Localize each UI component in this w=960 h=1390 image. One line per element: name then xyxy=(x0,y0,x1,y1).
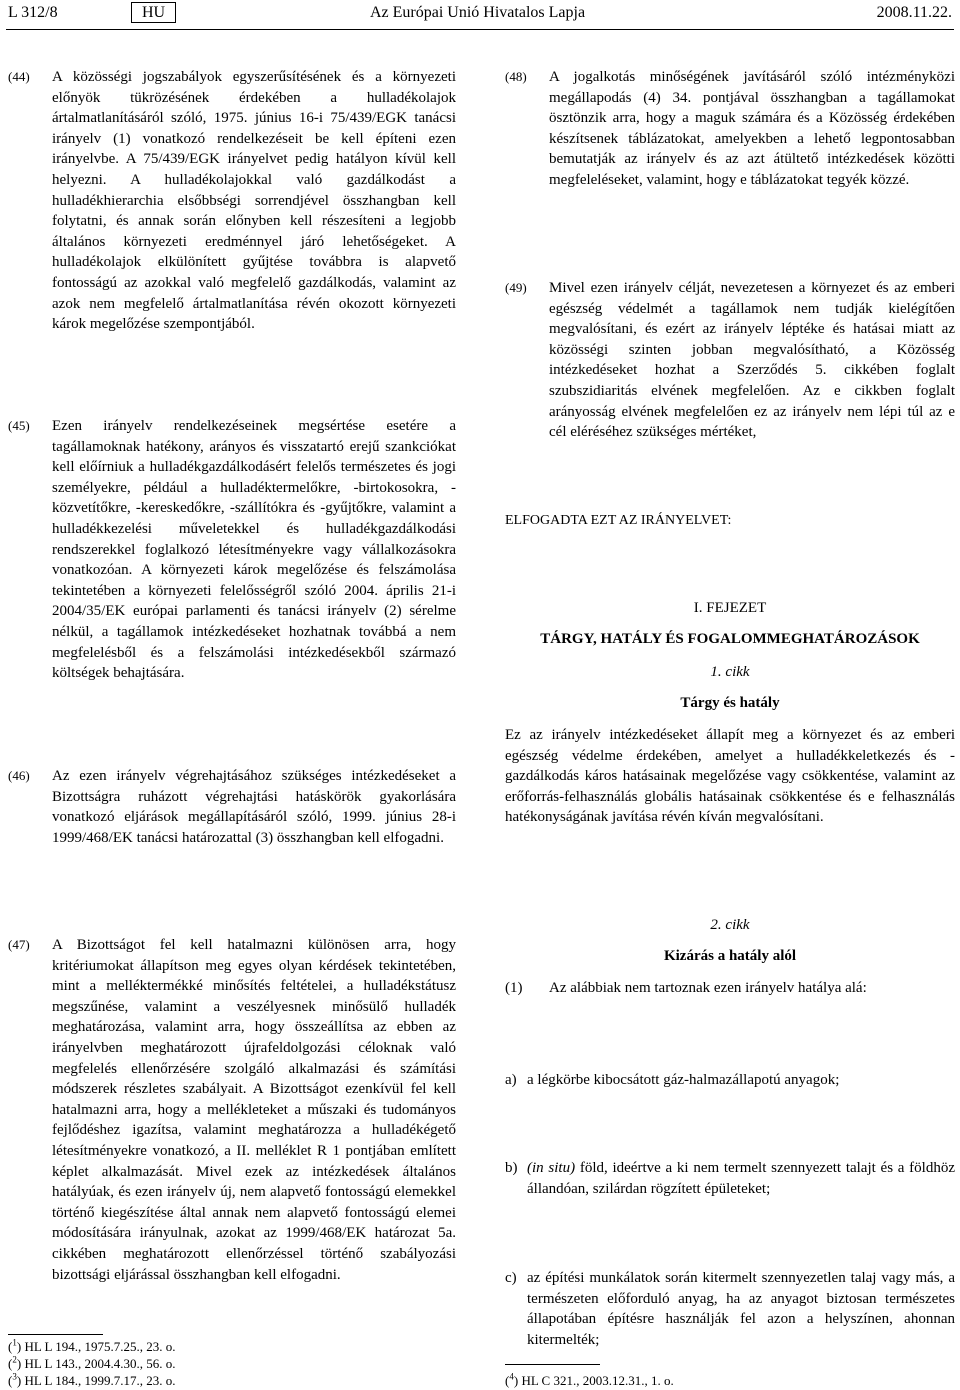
article-1-title: Tárgy és hatály xyxy=(680,695,780,711)
recital-47 xyxy=(8,935,456,1285)
recital-45 xyxy=(8,416,456,684)
journal-title: Az Európai Unió Hivatalos Lapja xyxy=(370,4,586,21)
item-text: a légkörbe kibocsátott gáz-halmazállapotú anyagok; xyxy=(527,1072,840,1088)
recital-number: (47) xyxy=(8,937,30,952)
recital-49 xyxy=(505,278,955,443)
adoption-formula: ELFOGADTA EZT AZ IRÁNYELVET: xyxy=(505,513,732,528)
language-badge: HU xyxy=(131,2,176,23)
article-2-item-c xyxy=(505,1268,955,1350)
page-header xyxy=(8,3,952,25)
page-reference: L 312/8 xyxy=(8,4,58,21)
recital-number: (48) xyxy=(505,69,527,84)
article-2-paragraph-1 xyxy=(505,978,955,999)
recital-44 xyxy=(8,67,456,335)
article-2-item-b xyxy=(505,1158,955,1199)
footnote-2: ($^2$) HL L 143., 2004.4.30., 56. o. xyxy=(8,1354,176,1371)
footnote-4: ($^4$) HL C 321., 2003.12.31., 1. o. xyxy=(505,1371,674,1388)
recital-46 xyxy=(8,766,456,848)
recital-text: A jogalkotás minőségének javításáról szóló intézményközi megállapodás (4) 34. pontjával összhangban a tagállamokat ösztönzik arra, hogy a maguk számára és a Közösség érdekében készítsenek táblázatokat, amelyekben a lehető legpontosabban bemutatják az irányelv és az azt átültető intézkedések közötti megfeleléseket, valamint, hogy e táblázatokat tegyék közzé. xyxy=(549,69,955,188)
item-text: az építési munkálatok során kitermelt szennyezetlen talaj vagy más, a természeten előforduló anyag, ha az anyagot biztosan természetes állapotában építésre használják fel azon a helyszínen, ahonnan kitermelték; xyxy=(527,1270,955,1348)
recital-text: Mivel ezen irányelv célját, nevezetesen a környezet és az emberi egészség védelmét a tagállamok nem tudják kielégítően megvalósítani, és ezért az irányelv léptéke és hatásai miatt az közösségi szinten jobban megvalósítható, a Közösség intézkedéseket hozhat a Szerződés 5. cikkében foglalt szubszidiaritás elvének megfelelően. Az e cikkben foglalt arányosság elvének megfelelően ez az irányelv nem lépi túl az e cél eléréséhez szükséges mértéket, xyxy=(549,280,955,441)
article-2-item-a xyxy=(505,1070,955,1091)
article-1-label: 1. cikk xyxy=(710,664,750,680)
item-text: (in situ) föld, ideértve a ki nem termelt szennyezett talajt és a földhöz állandóan, szilárdan rögzített épületeket; xyxy=(527,1160,955,1197)
item-italic: (in situ) xyxy=(527,1160,576,1176)
recital-text: Ezen irányelv rendelkezéseinek megsértése esetére a tagállamoknak hatékony, arányos és visszatartó erejű szankciókat kell előírniuk a hulladékgazdálkodásért felelős természetes és jogi személyekre, például a hulladéktermelőkre, -birtokosokra, -közvetítőkre, -kereskedőkre, -szállítókra és -gyűjtőkre, valamint a hulladékkezelési műveletekkel és hulladékgazdálkodási rendszerekkel foglalkozó létesítményekre vagy vállalkozásokra vonatkozóan. A környezeti károk megelőzése és felszámolása tekintetében a környezeti felelősségről szóló 2004. április 21-i 2004/35/EK európai parlamenti és tanácsi irányelv (2) sérelme nélkül, a tagállamok intézkedéseket hozhatnak továbbá a nem megfelelésből és a felszámolási intézkedésekből származó költségek behajtására. xyxy=(52,418,456,682)
recital-text: A közösségi jogszabályok egyszerűsítésének és a környezeti előnyök tükrözésének érdekében a hulladékolajok ártalmatlanításáról szóló, 1975. június 16-i 75/439/EGK tanácsi irányelv (1) vonatkozó rendelkezéseit be kell építeni ezen irányelvbe. A 75/439/EGK irányelvet pedig hatályon kívül kell helyezni. A hulladékolajokkal való gazdálkodást a hulladékhierarchia elsőbbségi sorrendjével összhangban kell folytatni, és annak során előnyben kell részesíteni a legjobb általános környezeti eredménnyel járó lehetőségeket. A hulladékolajok elkülönített gyűjtése továbbra is alapvető fontosságú az azokkal való megfelelő gazdálkodás, valamint az azok nem megfelelő ártalmatlanítása révén okozott környezeti károk megelőzése szempontjából. xyxy=(52,69,456,333)
item-label: a) xyxy=(505,1072,517,1088)
recital-number: (44) xyxy=(8,69,30,84)
article-2-label: 2. cikk xyxy=(710,917,750,933)
recital-number: (45) xyxy=(8,418,30,433)
item-label: c) xyxy=(505,1270,517,1286)
chapter-label: I. FEJEZET xyxy=(693,600,767,616)
footnote-1: ($^1$) HL L 194., 1975.7.25., 23. o. xyxy=(8,1337,176,1354)
footnote-rule-left xyxy=(8,1334,103,1335)
chapter-title: TÁRGY, HATÁLY ÉS FOGALOMMEGHATÁROZÁSOK xyxy=(540,631,920,647)
recital-text: A Bizottságot fel kell hatalmazni különösen arra, hogy kritériumokat állapítson meg egyes olyan kérdések tekintetében, mint a melléktermékké minősítés feltételei, a hulladékstátusz megszűnése, valamint a veszélyesnek minősülő hulladék meghatározása, valamint arra, hogy összeállítsa az ebben az irányelvben meghatározott újrafeldolgozási céloknak való megfelelés ellenőrzésére szolgáló alkalmazási és számítási módszerek részletes szabályait. A Bizottságot ezenkívül fel kell hatalmazni arra, hogy a mellékleteket a műszaki és tudományos fejlődéshez igazítsa, valamint meghatározza a hulladékégető létesítményekre vonatkozó, a II. melléklet R 1 pontjában említett képlet alkalmazását. Mivel ezek az intézkedések általános hatályúak, és ezen irányelv új, nem alapvető fontosságú elemekkel történő kiegészítése által annak nem alapvető fontosságú elemei módosítására irányulnak, azokat az 1999/468/EK határozat 5a. cikkében meghatározott ellenőrzéssel történő szabályozási bizottsági eljárással összhangban kell elfogadni. xyxy=(52,937,456,1283)
article-2-title: Kizárás a hatály alól xyxy=(663,948,797,964)
publication-date: 2008.11.22. xyxy=(876,4,952,21)
footnote-3: ($^3$) HL L 184., 1999.7.17., 23. o. xyxy=(8,1371,176,1388)
recital-48 xyxy=(505,67,955,191)
item-label: b) xyxy=(505,1160,518,1176)
footnote-rule-right xyxy=(505,1364,600,1365)
recital-number: (46) xyxy=(8,768,30,783)
article-1-text: Ez az irányelv intézkedéseket állapít meg a környezet és az emberi egészség védelme érdekében, amelyet a hulladékkeletkezés és -gazdálkodás káros hatásainak megelőzése vagy csökkentése, valamint az erőforrás-felhasználás globális hatásainak csökkentése és e felhasználás hatékonyságának javítása révén kíván megvalósítani. xyxy=(505,727,955,826)
recital-text: Az ezen irányelv végrehajtásához szükséges intézkedéseket a Bizottságra ruházott végrehajtási hatáskörök gyakorlására vonatkozó eljárások megállapításáról szóló, 1999. június 28-i 1999/468/EK tanácsi határozattal (3) összhangban kell elfogadni. xyxy=(52,768,456,846)
paragraph-text: Az alábbiak nem tartoznak ezen irányelv hatálya alá: xyxy=(549,980,867,996)
recital-number: (49) xyxy=(505,280,527,295)
header-rule xyxy=(6,29,954,30)
paragraph-number: (1) xyxy=(505,980,523,996)
